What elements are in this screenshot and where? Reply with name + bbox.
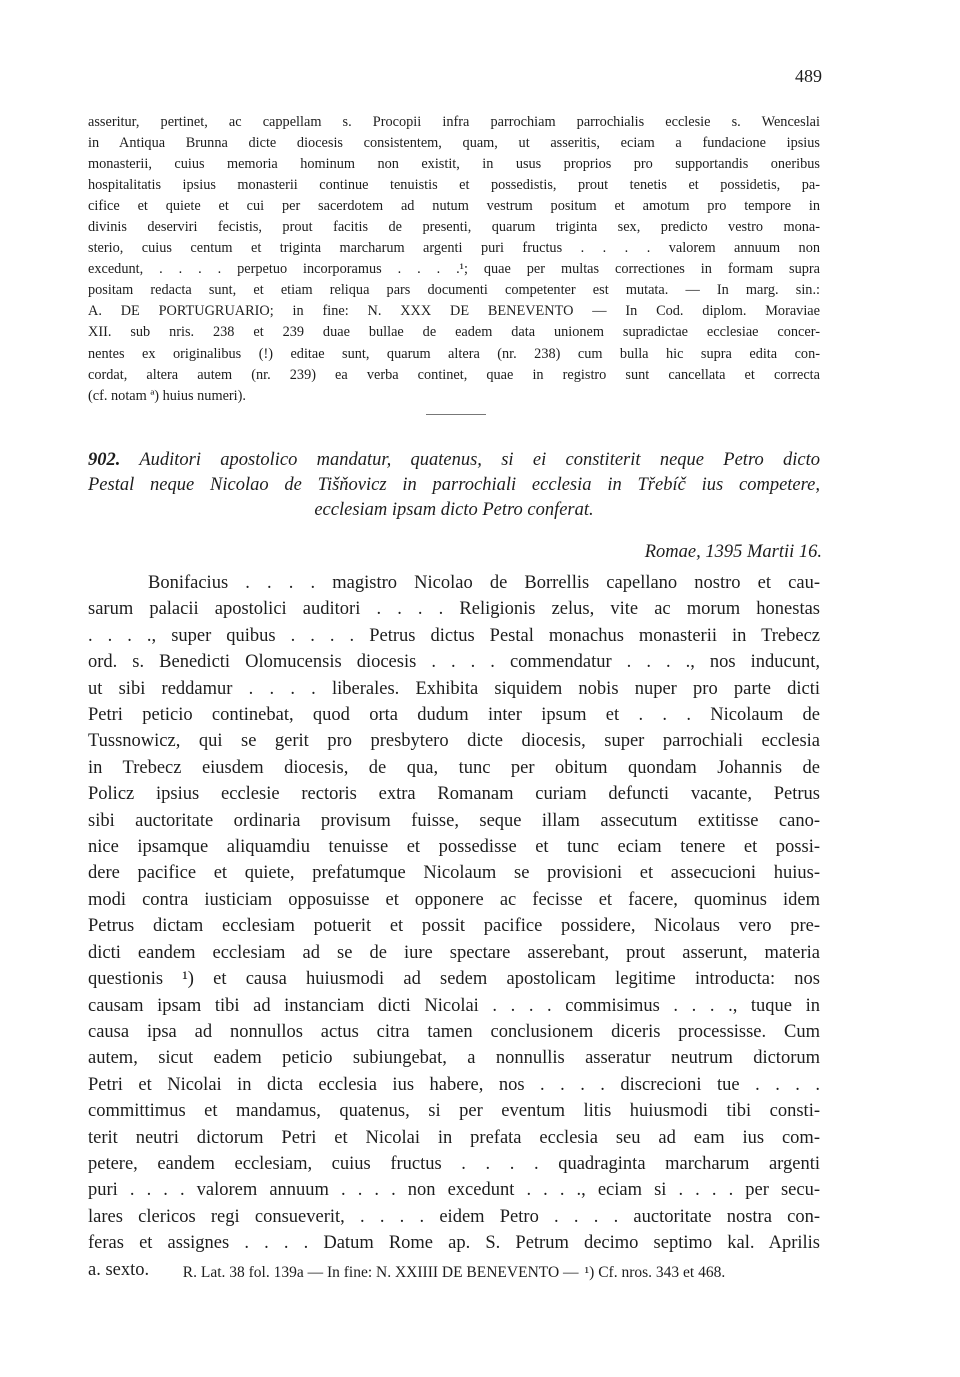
text-line: in Antiqua Brunna dicte diocesis consistentem, quam, ut asseritis, eciam a fundacione ipsius — [88, 135, 820, 152]
body-line: nice ipsamque aliquamdiu tenuisse et possedisse et tunc eciam tenere et possi- — [88, 837, 820, 858]
text-line: sterio, cuius centum et triginta marcharum argenti puri fructus . . . . valorem annuum non — [88, 240, 820, 257]
body-line: terit neutri dictorum Petri et Nicolai in prefata ecclesia seu ad eam ius com- — [88, 1127, 820, 1148]
header-line: Pestal neque Nicolao de Tišňovicz in parrochiali ecclesia in Třebíč ius competere, — [88, 475, 820, 495]
body-line: sarum palacii apostolici auditori . . . . Religionis zelus, vite ac morum honestas — [88, 599, 820, 620]
body-line: Bonifacius . . . . magistro Nicolao de Borrellis capellano nostro et cau- — [148, 573, 820, 593]
text-line: (cf. notam ª) huius numeri). — [88, 387, 246, 404]
body-line: puri . . . . valorem annuum . . . . non excedunt . . . ., eciam si . . . . per secu- — [88, 1180, 820, 1201]
document-header — [88, 448, 820, 523]
body-line: sibi auctoritate ordinaria provisum fuisse, seque illam assecutum extitisse cano- — [88, 810, 820, 831]
text-line: cifice et quiete et cui per sacerdotem ad nutum vestrum positum et amotum pro tempore in — [88, 198, 820, 215]
header-text: Auditori apostolico mandatur, quatenus, si ei constiterit neque Petro dicto — [139, 450, 820, 470]
body-line: dere pacifice et quiete, prefatumque Nicolaum se provisioni et assecucioni huius- — [88, 863, 820, 884]
text-line: asseritur, pertinet, ac cappellam s. Procopii infra parrochiam parrochialis ecclesie s. Wenceslai — [88, 114, 820, 130]
body-line: Policz ipsius ecclesie rectoris extra Romanam curiam defuncti vacante, Petrus — [88, 784, 820, 805]
text-line: A. DE PORTUGRUARIO; in fine: N. XXX DE BENEVENTO — In Cod. diplom. Moraviae — [88, 303, 820, 320]
body-line: feras et assignes . . . . Datum Rome ap. S. Petrum decimo septimo kal. Aprilis — [88, 1233, 820, 1254]
body-line: Petri et Nicolai in dicta ecclesia ius habere, nos . . . . discrecioni tue . . . . — [88, 1074, 820, 1095]
header-line: ecclesiam ipsam dicto Petro conferat. — [314, 500, 594, 520]
text-line: XII. sub nris. 238 et 239 duae bullae de eadem data unionem supradictae ecclesiae concer- — [88, 324, 820, 341]
body-line: modi contra iusticiam opposuisse et opponere ac fecisse et facere, quominus idem — [88, 889, 820, 910]
page-number: 489 — [795, 66, 822, 86]
text-line: excedunt, . . . . perpetuo incorporamus . . . .¹; quae per multas correctiones in formam supra — [88, 261, 820, 278]
body-line: lares clericos regi consueverit, . . . . eidem Petro . . . . auctoritate nostra con- — [88, 1206, 820, 1227]
body-line: autem, sicut eadem peticio subiungebat, a nonnullis asseratur neutrum dictorum — [88, 1048, 820, 1069]
body-line: causam ipsam tibi ad instanciam dicti Nicolai . . . . commisimus . . . ., tuque in — [88, 995, 820, 1016]
body-line: committimus et mandamus, quatenus, si per eventum litis huiusmodi tibi consti- — [88, 1101, 820, 1122]
source-note: R. Lat. 38 fol. 139a — In fine: N. XXIIII DE BENEVENTO — — [182, 1264, 579, 1281]
body-line: Petrus dictam ecclesiam potuerit et possit pacifice possidere, Nicolaus vero pre- — [88, 916, 820, 937]
document-body — [88, 570, 820, 1283]
body-line: causa ipsa ad nonnullos actus citra tamen conclusionem diceris processisse. Cum — [88, 1021, 820, 1042]
document-number: 902. — [88, 450, 121, 470]
section-divider — [426, 414, 486, 415]
text-line: positam redacta sunt, et etiam reliqua pars documenti competenter est mutata. — In marg. sin.: — [88, 282, 820, 299]
dateline: Romae, 1395 Martii 16. — [644, 542, 822, 562]
body-line: in Trebecz eiusdem diocesis, de qua, tunc per obitum quondam Johannis de — [88, 757, 820, 778]
body-line: questionis ¹) et causa huiusmodi ad sedem apostolicam legitime introducta: nos — [88, 969, 820, 990]
body-line: Tussnowicz, qui se gerit pro presbytero dicte diocesis, super parrochiali ecclesia — [88, 731, 820, 752]
body-line: ord. s. Benedicti Olomucensis diocesis . . . . commendatur . . . ., nos inducunt, — [88, 652, 820, 673]
text-line: cordat, altera autem (nr. 239) ea verba continet, quae in registro sunt cancellata et correcta — [88, 366, 820, 383]
header-line — [88, 448, 820, 473]
body-line: dicti eandem ecclesiam ad se de iure spectare asserebant, prout asserunt, materia — [88, 942, 820, 963]
text-line: divinis deserviri fecistis, prout facitis de presenti, quarum triginta sex, predicto vestro mona- — [88, 219, 820, 236]
previous-document-text — [88, 112, 820, 407]
body-line: petere, eandem ecclesiam, cuius fructus . . . . quadraginta marcharum argenti — [88, 1153, 820, 1174]
text-line: nentes ex originalibus (!) editae sunt, quarum altera (nr. 238) cum bulla hic supra edita con- — [88, 345, 820, 362]
body-line: . . . ., super quibus . . . . Petrus dictus Pestal monachus monasterii in Trebecz — [88, 625, 820, 646]
text-line: hospitalitatis ipsius monasterii continue tenuistis et possedistis, prout tenetis et possidetis, pa- — [88, 177, 820, 194]
text-line: monasterii, cuius memoria hominum non existit, in usus proprios pro supportandis oneribus — [88, 156, 820, 173]
source-footnote — [88, 1264, 820, 1282]
body-line: ut sibi reddamur . . . . liberales. Exhibita siquidem nobis nuper pro parte dicti — [88, 678, 820, 699]
footnote-text: ¹) Cf. nros. 343 et 468. — [584, 1264, 726, 1281]
body-line: Petri peticio continebat, quod orta dudum inter ipsum et . . . Nicolaum de — [88, 705, 820, 726]
body-line: a. sexto. — [88, 1259, 150, 1280]
